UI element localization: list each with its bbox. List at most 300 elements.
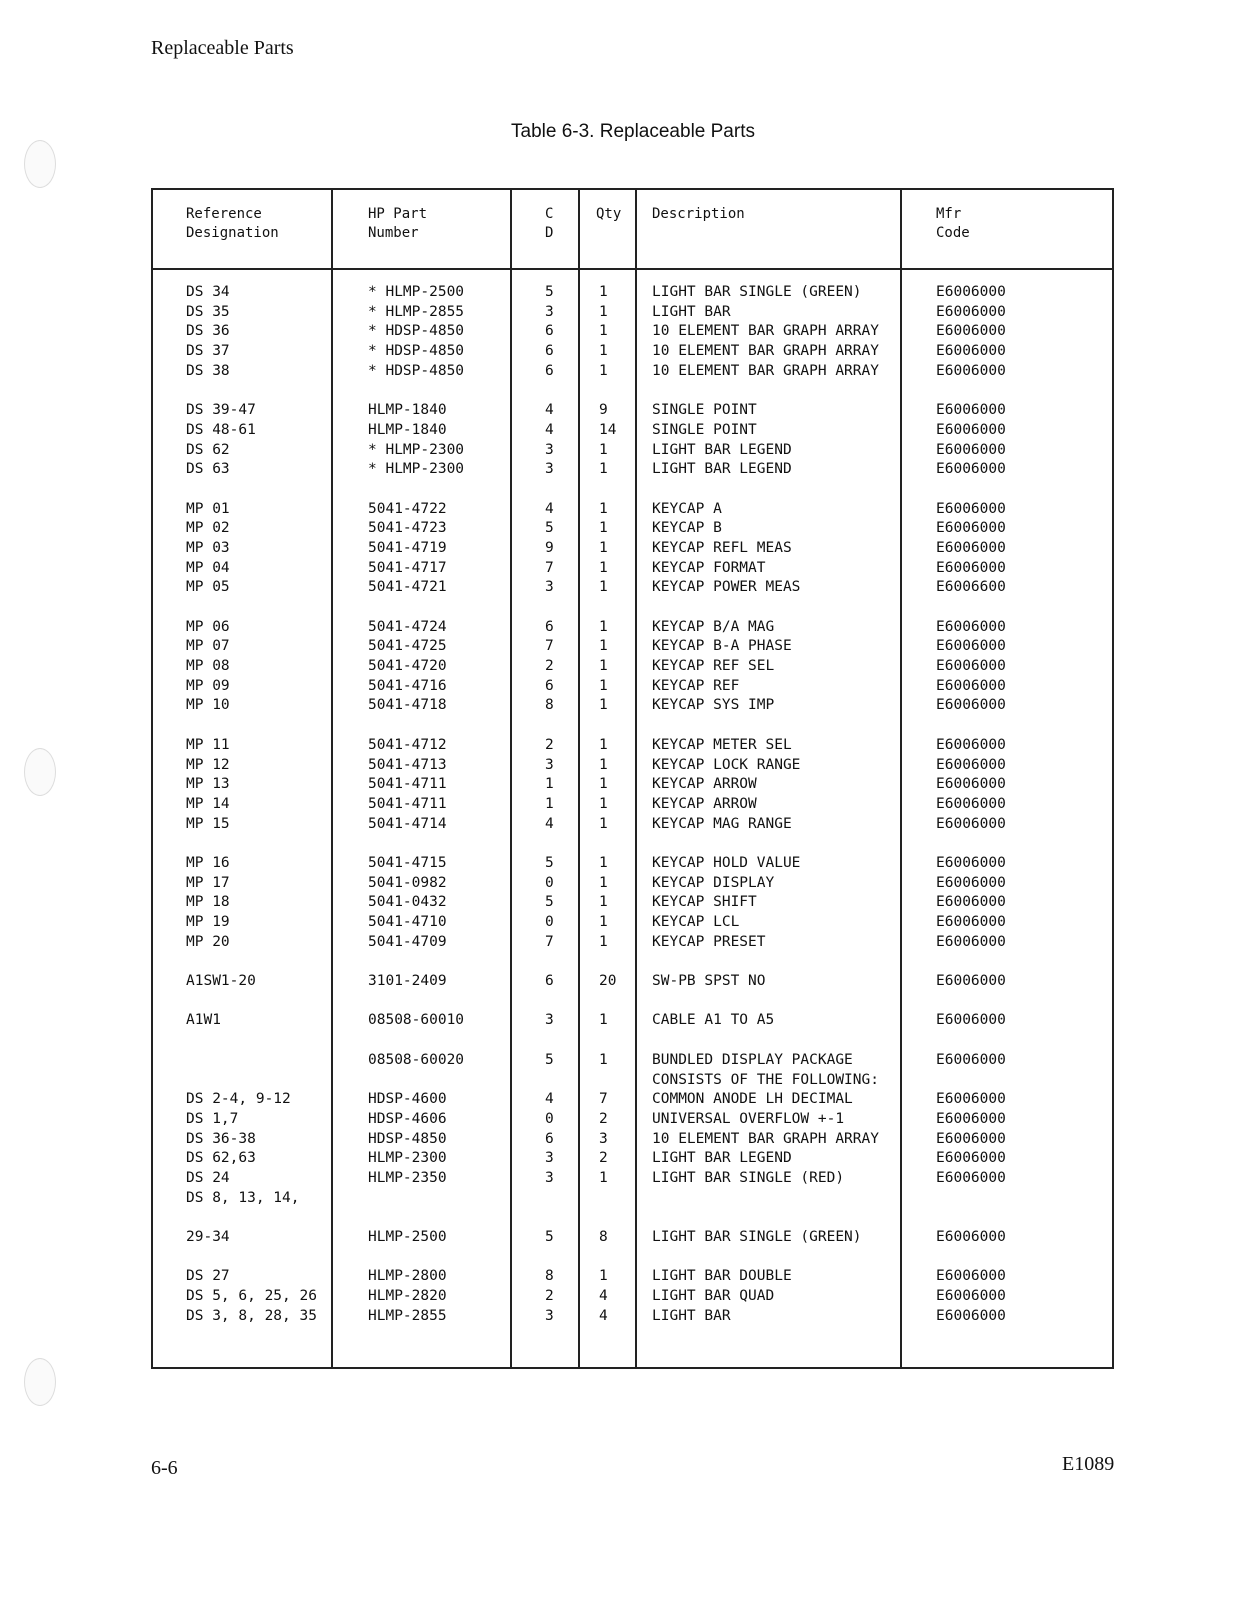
cell-ref-designation: DS 8, 13, 14, xyxy=(186,1189,300,1206)
cell-cd: 2 xyxy=(545,736,554,753)
cell-mfr-code: E6006600 xyxy=(936,579,1006,596)
running-header: Replaceable Parts xyxy=(151,37,294,59)
cell-cd: 0 xyxy=(545,1110,554,1127)
cell-qty: 4 xyxy=(599,1307,608,1324)
cell-description: KEYCAP ARROW xyxy=(652,776,757,793)
cell-qty: 1 xyxy=(599,343,608,360)
table-row xyxy=(153,854,1112,874)
cell-description: LIGHT BAR SINGLE (GREEN) xyxy=(652,284,862,300)
cell-mfr-code: E6006000 xyxy=(936,894,1006,911)
cell-qty: 1 xyxy=(599,559,608,576)
cell-cd: 3 xyxy=(545,1169,554,1186)
cell-mfr-code: E6006000 xyxy=(936,421,1006,438)
cell-mfr-code: E6006000 xyxy=(936,854,1006,871)
cell-description: KEYCAP REF xyxy=(652,677,740,694)
cell-hp-part-number: 5041-4725 xyxy=(368,638,447,655)
cell-ref-designation: DS 36-38 xyxy=(186,1130,256,1147)
cell-mfr-code: E6006000 xyxy=(936,756,1006,773)
cell-cd: 0 xyxy=(545,874,554,891)
table-row xyxy=(153,1307,1112,1327)
cell-mfr-code: E6006000 xyxy=(936,776,1006,793)
cell-ref-designation: DS 36 xyxy=(186,323,230,340)
cell-cd: 7 xyxy=(545,559,554,576)
cell-description: KEYCAP LCL xyxy=(652,914,740,930)
cell-mfr-code: E6006000 xyxy=(936,1110,1006,1127)
cell-qty: 1 xyxy=(599,658,608,675)
table-row xyxy=(153,913,1112,933)
header-cd: C D xyxy=(545,206,554,241)
header-hp-part-number: HP Part Number xyxy=(368,206,428,241)
cell-cd: 1 xyxy=(545,795,554,812)
cell-hp-part-number: 5041-4719 xyxy=(368,539,447,556)
cell-hp-part-number: 5041-4723 xyxy=(368,520,447,537)
cell-cd: 7 xyxy=(545,638,554,655)
cell-mfr-code: E6006000 xyxy=(936,1169,1006,1186)
cell-mfr-code: E6006000 xyxy=(936,618,1006,635)
cell-ref-designation: MP 10 xyxy=(186,697,230,714)
cell-ref-designation: MP 20 xyxy=(186,933,230,950)
cell-description: LIGHT BAR LEGEND xyxy=(652,1150,792,1167)
cell-qty: 1 xyxy=(599,894,608,911)
table-row xyxy=(153,401,1112,421)
table-row xyxy=(153,874,1112,894)
table-row xyxy=(153,303,1112,323)
cell-description: CABLE A1 TO A5 xyxy=(652,1012,775,1029)
table-row xyxy=(153,1287,1112,1307)
cell-qty: 14 xyxy=(599,421,617,438)
cell-qty: 1 xyxy=(599,303,608,320)
cell-mfr-code: E6006000 xyxy=(936,638,1006,655)
table-title: Table 6-3. Replaceable Parts xyxy=(511,121,755,142)
table-row xyxy=(153,618,1112,638)
cell-qty: 20 xyxy=(599,973,617,990)
cell-ref-designation: DS 3, 8, 28, 35 xyxy=(186,1307,317,1324)
cell-description: LIGHT BAR SINGLE (GREEN) xyxy=(652,1229,862,1245)
cell-ref-designation: DS 35 xyxy=(186,303,230,320)
cell-description: KEYCAP SYS IMP xyxy=(652,697,775,714)
cell-mfr-code: E6006000 xyxy=(936,914,1006,930)
cell-cd: 3 xyxy=(545,1012,554,1029)
cell-cd: 8 xyxy=(545,1268,554,1285)
cell-qty: 2 xyxy=(599,1110,608,1127)
cell-mfr-code: E6006000 xyxy=(936,1229,1006,1245)
cell-ref-designation: DS 38 xyxy=(186,362,230,379)
cell-ref-designation: MP 16 xyxy=(186,854,230,871)
cell-mfr-code: E6006000 xyxy=(936,1130,1006,1147)
cell-cd: 5 xyxy=(545,520,554,537)
row-spacer xyxy=(153,952,1112,972)
cell-description: SINGLE POINT xyxy=(652,421,757,438)
cell-cd: 5 xyxy=(545,854,554,871)
cell-cd: 6 xyxy=(545,323,554,340)
cell-mfr-code: E6006000 xyxy=(936,815,1006,832)
cell-mfr-code: E6006000 xyxy=(936,323,1006,340)
cell-hp-part-number: HDSP-4600 xyxy=(368,1091,447,1108)
cell-cd: 5 xyxy=(545,284,554,300)
row-spacer xyxy=(153,480,1112,500)
cell-cd: 6 xyxy=(545,343,554,360)
row-spacer xyxy=(153,1248,1112,1268)
cell-qty: 1 xyxy=(599,284,608,300)
cell-mfr-code: E6006000 xyxy=(936,1051,1006,1068)
cell-cd: 2 xyxy=(545,658,554,675)
header-description: Description xyxy=(652,206,745,222)
cell-cd: 6 xyxy=(545,362,554,379)
cell-description: 10 ELEMENT BAR GRAPH ARRAY xyxy=(652,1130,879,1147)
table-row xyxy=(153,1267,1112,1287)
cell-description: SW-PB SPST NO xyxy=(652,973,766,990)
cell-qty: 1 xyxy=(599,815,608,832)
table-row xyxy=(153,500,1112,520)
cell-ref-designation: MP 19 xyxy=(186,914,230,930)
table-row xyxy=(153,677,1112,697)
cell-mfr-code: E6006000 xyxy=(936,343,1006,360)
table-row xyxy=(153,637,1112,657)
cell-mfr-code: E6006000 xyxy=(936,1307,1006,1324)
table-row xyxy=(153,815,1112,835)
binder-hole xyxy=(24,1358,56,1406)
cell-ref-designation: DS 27 xyxy=(186,1268,230,1285)
cell-qty: 1 xyxy=(599,776,608,793)
cell-description: KEYCAP A xyxy=(652,500,722,517)
cell-mfr-code: E6006000 xyxy=(936,284,1006,300)
binder-hole xyxy=(24,748,56,796)
cell-hp-part-number: HLMP-2350 xyxy=(368,1169,447,1186)
cell-cd: 7 xyxy=(545,933,554,950)
cell-ref-designation: A1W1 xyxy=(186,1012,221,1029)
cell-mfr-code: E6006000 xyxy=(936,658,1006,675)
cell-description: COMMON ANODE LH DECIMAL xyxy=(652,1091,853,1108)
cell-mfr-code: E6006000 xyxy=(936,520,1006,537)
cell-hp-part-number: HLMP-2800 xyxy=(368,1268,447,1285)
cell-description: 10 ELEMENT BAR GRAPH ARRAY xyxy=(652,323,879,340)
cell-hp-part-number: HLMP-2500 xyxy=(368,1229,447,1245)
cell-qty: 1 xyxy=(599,854,608,871)
cell-mfr-code: E6006000 xyxy=(936,461,1006,478)
row-spacer xyxy=(153,381,1112,401)
cell-hp-part-number: HLMP-1840 xyxy=(368,402,447,419)
cell-mfr-code: E6006000 xyxy=(936,1012,1006,1029)
binder-hole xyxy=(24,140,56,188)
cell-ref-designation: MP 08 xyxy=(186,658,230,675)
table-row xyxy=(153,1228,1112,1248)
cell-description: KEYCAP POWER MEAS xyxy=(652,579,801,596)
cell-mfr-code: E6006000 xyxy=(936,677,1006,694)
cell-cd: 3 xyxy=(545,1307,554,1324)
cell-hp-part-number: * HDSP-4850 xyxy=(368,343,465,360)
header-reference-designation: Reference Designation xyxy=(186,206,279,241)
cell-cd: 9 xyxy=(545,539,554,556)
table-row xyxy=(153,1090,1112,1110)
cell-hp-part-number: 5041-4717 xyxy=(368,559,447,576)
cell-qty: 1 xyxy=(599,362,608,379)
table-row xyxy=(153,775,1112,795)
cell-hp-part-number: 5041-4721 xyxy=(368,579,447,596)
cell-qty: 1 xyxy=(599,520,608,537)
cell-cd: 4 xyxy=(545,500,554,517)
table-row xyxy=(153,736,1112,756)
cell-hp-part-number: 5041-4718 xyxy=(368,697,447,714)
cell-qty: 1 xyxy=(599,579,608,596)
cell-ref-designation: DS 34 xyxy=(186,284,230,300)
cell-cd: 6 xyxy=(545,677,554,694)
cell-qty: 1 xyxy=(599,874,608,891)
cell-description: LIGHT BAR LEGEND xyxy=(652,441,792,458)
cell-hp-part-number: HLMP-1840 xyxy=(368,421,447,438)
cell-mfr-code: E6006000 xyxy=(936,874,1006,891)
cell-qty: 9 xyxy=(599,402,608,419)
cell-description: LIGHT BAR LEGEND xyxy=(652,461,792,478)
cell-description: LIGHT BAR SINGLE (RED) xyxy=(652,1169,845,1186)
row-spacer xyxy=(153,1031,1112,1051)
cell-hp-part-number: HDSP-4850 xyxy=(368,1130,447,1147)
cell-qty: 1 xyxy=(599,441,608,458)
cell-description: CONSISTS OF THE FOLLOWING: xyxy=(652,1071,879,1088)
table-row xyxy=(153,539,1112,559)
cell-description: KEYCAP HOLD VALUE xyxy=(652,854,801,871)
cell-qty: 1 xyxy=(599,1012,608,1029)
table-row xyxy=(153,1189,1112,1209)
row-spacer xyxy=(153,992,1112,1012)
cell-ref-designation: MP 11 xyxy=(186,736,230,753)
cell-mfr-code: E6006000 xyxy=(936,559,1006,576)
table-row xyxy=(153,972,1112,992)
cell-hp-part-number: HLMP-2300 xyxy=(368,1150,447,1167)
cell-cd: 4 xyxy=(545,1091,554,1108)
table-row xyxy=(153,342,1112,362)
cell-hp-part-number: 5041-4711 xyxy=(368,795,447,812)
cell-hp-part-number: 5041-4722 xyxy=(368,500,447,517)
cell-description: KEYCAP SHIFT xyxy=(652,894,757,911)
table-row xyxy=(153,421,1112,441)
cell-ref-designation: MP 01 xyxy=(186,500,230,517)
cell-qty: 4 xyxy=(599,1288,608,1305)
table-row xyxy=(153,559,1112,579)
cell-ref-designation: MP 03 xyxy=(186,539,230,556)
table-row xyxy=(153,460,1112,480)
cell-qty: 1 xyxy=(599,914,608,930)
cell-description: 10 ELEMENT BAR GRAPH ARRAY xyxy=(652,343,879,360)
cell-description: KEYCAP LOCK RANGE xyxy=(652,756,801,773)
cell-hp-part-number: 3101-2409 xyxy=(368,973,447,990)
cell-ref-designation: DS 37 xyxy=(186,343,230,360)
table-row xyxy=(153,1149,1112,1169)
cell-ref-designation: DS 48-61 xyxy=(186,421,256,438)
table-row xyxy=(153,756,1112,776)
table-row xyxy=(153,283,1112,303)
cell-description: KEYCAP ARROW xyxy=(652,795,757,812)
cell-hp-part-number: 08508-60020 xyxy=(368,1051,465,1068)
cell-ref-designation: DS 62,63 xyxy=(186,1150,256,1167)
cell-mfr-code: E6006000 xyxy=(936,795,1006,812)
header-qty: Qty xyxy=(596,206,622,222)
cell-hp-part-number: 5041-0432 xyxy=(368,894,447,911)
cell-cd: 8 xyxy=(545,697,554,714)
cell-qty: 1 xyxy=(599,461,608,478)
cell-hp-part-number: HDSP-4606 xyxy=(368,1110,447,1127)
table-row xyxy=(153,519,1112,539)
cell-hp-part-number: 5041-4712 xyxy=(368,736,447,753)
cell-ref-designation: MP 18 xyxy=(186,894,230,911)
cell-ref-designation: MP 05 xyxy=(186,579,230,596)
table-body xyxy=(153,283,1112,1326)
cell-description: LIGHT BAR QUAD xyxy=(652,1288,775,1305)
table-row xyxy=(153,441,1112,461)
cell-hp-part-number: 5041-4711 xyxy=(368,776,447,793)
cell-cd: 3 xyxy=(545,579,554,596)
cell-cd: 4 xyxy=(545,815,554,832)
cell-qty: 1 xyxy=(599,1169,608,1186)
table-row xyxy=(153,795,1112,815)
cell-description: KEYCAP PRESET xyxy=(652,933,766,950)
cell-mfr-code: E6006000 xyxy=(936,1268,1006,1285)
cell-cd: 4 xyxy=(545,421,554,438)
cell-hp-part-number: 5041-0982 xyxy=(368,874,447,891)
cell-description: KEYCAP MAG RANGE xyxy=(652,815,792,832)
table-row xyxy=(153,696,1112,716)
cell-hp-part-number: * HLMP-2500 xyxy=(368,284,465,300)
cell-mfr-code: E6006000 xyxy=(936,933,1006,950)
cell-qty: 1 xyxy=(599,795,608,812)
table-row xyxy=(153,1169,1112,1189)
header-divider xyxy=(153,268,1112,270)
cell-cd: 3 xyxy=(545,756,554,773)
cell-ref-designation: MP 09 xyxy=(186,677,230,694)
cell-hp-part-number: 5041-4724 xyxy=(368,618,447,635)
cell-qty: 3 xyxy=(599,1130,608,1147)
cell-mfr-code: E6006000 xyxy=(936,441,1006,458)
cell-ref-designation: MP 15 xyxy=(186,815,230,832)
cell-mfr-code: E6006000 xyxy=(936,1288,1006,1305)
cell-cd: 5 xyxy=(545,894,554,911)
row-spacer xyxy=(153,716,1112,736)
cell-qty: 2 xyxy=(599,1150,608,1167)
row-spacer xyxy=(153,1208,1112,1228)
table-row xyxy=(153,1011,1112,1031)
cell-mfr-code: E6006000 xyxy=(936,303,1006,320)
cell-qty: 1 xyxy=(599,697,608,714)
table-row xyxy=(153,893,1112,913)
cell-qty: 1 xyxy=(599,933,608,950)
cell-hp-part-number: HLMP-2855 xyxy=(368,1307,447,1324)
cell-cd: 3 xyxy=(545,1150,554,1167)
cell-description: KEYCAP B xyxy=(652,520,722,537)
cell-hp-part-number: 5041-4710 xyxy=(368,914,447,930)
cell-qty: 1 xyxy=(599,736,608,753)
cell-description: LIGHT BAR xyxy=(652,303,731,320)
cell-qty: 1 xyxy=(599,1268,608,1285)
parts-table xyxy=(151,188,1114,1369)
cell-hp-part-number: * HLMP-2300 xyxy=(368,441,465,458)
cell-description: KEYCAP B-A PHASE xyxy=(652,638,792,655)
cell-hp-part-number: * HLMP-2855 xyxy=(368,303,465,320)
cell-description: KEYCAP REF SEL xyxy=(652,658,775,675)
cell-ref-designation: DS 1,7 xyxy=(186,1110,239,1127)
cell-mfr-code: E6006000 xyxy=(936,697,1006,714)
table-row xyxy=(153,657,1112,677)
cell-cd: 6 xyxy=(545,973,554,990)
cell-cd: 4 xyxy=(545,402,554,419)
cell-hp-part-number: 5041-4709 xyxy=(368,933,447,950)
cell-ref-designation: MP 12 xyxy=(186,756,230,773)
table-row xyxy=(153,1051,1112,1071)
cell-hp-part-number: 08508-60010 xyxy=(368,1012,465,1029)
cell-cd: 3 xyxy=(545,441,554,458)
cell-description: KEYCAP B/A MAG xyxy=(652,618,775,635)
cell-ref-designation: A1SW1-20 xyxy=(186,973,256,990)
cell-cd: 2 xyxy=(545,1288,554,1305)
cell-ref-designation: DS 62 xyxy=(186,441,230,458)
cell-mfr-code: E6006000 xyxy=(936,402,1006,419)
cell-hp-part-number: 5041-4714 xyxy=(368,815,447,832)
cell-mfr-code: E6006000 xyxy=(936,1091,1006,1108)
cell-description: UNIVERSAL OVERFLOW +-1 xyxy=(652,1110,845,1127)
cell-cd: 0 xyxy=(545,914,554,930)
cell-qty: 7 xyxy=(599,1091,608,1108)
cell-ref-designation: DS 5, 6, 25, 26 xyxy=(186,1288,317,1305)
table-row xyxy=(153,1130,1112,1150)
cell-description: LIGHT BAR DOUBLE xyxy=(652,1268,792,1285)
cell-qty: 1 xyxy=(599,677,608,694)
cell-mfr-code: E6006000 xyxy=(936,736,1006,753)
cell-cd: 1 xyxy=(545,776,554,793)
cell-ref-designation: DS 63 xyxy=(186,461,230,478)
cell-ref-designation: DS 39-47 xyxy=(186,402,256,419)
cell-qty: 1 xyxy=(599,323,608,340)
cell-description: KEYCAP DISPLAY xyxy=(652,874,775,891)
cell-mfr-code: E6006000 xyxy=(936,1150,1006,1167)
cell-cd: 6 xyxy=(545,1130,554,1147)
cell-description: KEYCAP FORMAT xyxy=(652,559,766,576)
cell-qty: 1 xyxy=(599,539,608,556)
cell-ref-designation: MP 04 xyxy=(186,559,230,576)
cell-mfr-code: E6006000 xyxy=(936,500,1006,517)
table-row xyxy=(153,362,1112,382)
cell-description: LIGHT BAR xyxy=(652,1307,731,1324)
cell-description: KEYCAP METER SEL xyxy=(652,736,792,753)
cell-ref-designation: 29-34 xyxy=(186,1229,230,1245)
cell-ref-designation: MP 07 xyxy=(186,638,230,655)
cell-ref-designation: MP 14 xyxy=(186,795,230,812)
cell-cd: 3 xyxy=(545,461,554,478)
cell-hp-part-number: 5041-4720 xyxy=(368,658,447,675)
row-spacer xyxy=(153,598,1112,618)
cell-ref-designation: DS 2-4, 9-12 xyxy=(186,1091,291,1108)
cell-hp-part-number: 5041-4715 xyxy=(368,854,447,871)
table-row xyxy=(153,578,1112,598)
document-code: E1089 xyxy=(1062,1453,1115,1475)
cell-mfr-code: E6006000 xyxy=(936,362,1006,379)
cell-cd: 5 xyxy=(545,1229,554,1245)
cell-description: KEYCAP REFL MEAS xyxy=(652,539,792,556)
cell-hp-part-number: * HDSP-4850 xyxy=(368,323,465,340)
table-row xyxy=(153,933,1112,953)
cell-ref-designation: DS 24 xyxy=(186,1169,230,1186)
cell-mfr-code: E6006000 xyxy=(936,539,1006,556)
cell-description: BUNDLED DISPLAY PACKAGE xyxy=(652,1051,853,1068)
cell-cd: 3 xyxy=(545,303,554,320)
cell-hp-part-number: * HDSP-4850 xyxy=(368,362,465,379)
cell-cd: 5 xyxy=(545,1051,554,1068)
cell-hp-part-number: 5041-4713 xyxy=(368,756,447,773)
cell-description: 10 ELEMENT BAR GRAPH ARRAY xyxy=(652,362,879,379)
cell-qty: 1 xyxy=(599,638,608,655)
cell-ref-designation: MP 02 xyxy=(186,520,230,537)
cell-description: SINGLE POINT xyxy=(652,402,757,419)
cell-cd: 6 xyxy=(545,618,554,635)
cell-ref-designation: MP 13 xyxy=(186,776,230,793)
table-row xyxy=(153,322,1112,342)
